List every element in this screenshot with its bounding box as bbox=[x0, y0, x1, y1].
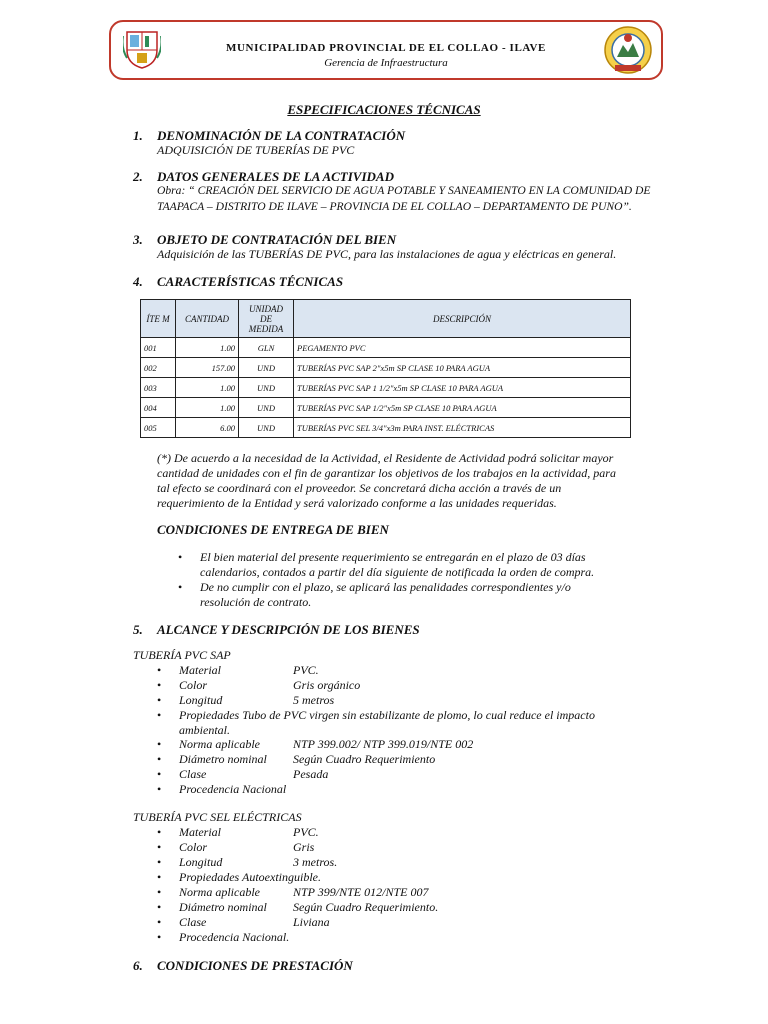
section-2-heading: 2. DATOS GENERALES DE LA ACTIVIDAD bbox=[133, 169, 394, 184]
spec-value: Liviana bbox=[293, 915, 330, 929]
section-2-line-2: TAAPACA – DISTRITO DE ILAVE – PROVINCIA DE EL COLLAO – DEPARTAMENTO DE PUNO”. bbox=[157, 200, 632, 213]
specifications-table bbox=[140, 299, 631, 438]
municipal-seal-icon bbox=[603, 25, 653, 75]
spec-item: • Diámetro nominal bbox=[157, 752, 267, 766]
spec-value: Pesada bbox=[293, 767, 329, 781]
bullet-icon: • bbox=[157, 693, 162, 707]
cell-item: 002 bbox=[141, 358, 176, 378]
bullet-icon: • bbox=[157, 915, 162, 929]
section-1-text: ADQUISICIÓN DE TUBERÍAS DE PVC bbox=[157, 143, 355, 157]
bullet-icon: • bbox=[157, 678, 162, 692]
cell-descripcion: TUBERÍAS PVC SAP 1 1/2"x5m SP CLASE 10 PARA AGUA bbox=[294, 378, 631, 398]
cell-cantidad: 1.00 bbox=[176, 378, 239, 398]
pvc-sap-title: TUBERÍA PVC SAP bbox=[133, 648, 231, 662]
bullet-icon: • bbox=[157, 782, 162, 796]
spec-item: • Color bbox=[157, 678, 208, 692]
cell-item: 001 bbox=[141, 338, 176, 358]
bullet-icon: • bbox=[178, 550, 183, 564]
cell-cantidad: 1.00 bbox=[176, 398, 239, 418]
delivery-conditions-heading: CONDICIONES DE ENTREGA DE BIEN bbox=[157, 522, 389, 537]
note-line: requerimiento de la Entidad y será valorizado conforme a las unidades requeridas. bbox=[157, 496, 557, 510]
cell-unidad: UND bbox=[239, 418, 294, 438]
bullet-icon: • bbox=[178, 580, 183, 594]
table-row bbox=[141, 338, 631, 358]
delivery-bullet: • De no cumplir con el plazo, se aplicará las penalidades correspondientes y/o resolución de contrato. bbox=[178, 580, 571, 609]
header-cantidad: CANTIDAD bbox=[176, 300, 239, 338]
table-row bbox=[141, 418, 631, 438]
cell-item: 003 bbox=[141, 378, 176, 398]
spec-item: • Norma aplicable bbox=[157, 885, 260, 899]
spec-value: 3 metros. bbox=[293, 855, 338, 869]
document-header bbox=[109, 20, 663, 80]
bullet-icon: • bbox=[157, 663, 162, 677]
spec-item: • Propiedades Autoextinguible. bbox=[157, 870, 321, 884]
bullet-icon: • bbox=[157, 767, 162, 781]
spec-item: • Norma aplicable bbox=[157, 737, 260, 751]
spec-value: Según Cuadro Requerimiento bbox=[293, 752, 436, 766]
spec-item: • Propiedades Tubo de PVC virgen sin estabilizante de plomo, lo cual reduce el impacto ambiental. bbox=[157, 708, 595, 737]
bullet-icon: • bbox=[157, 870, 162, 884]
cell-cantidad: 6.00 bbox=[176, 418, 239, 438]
bullet-icon: • bbox=[157, 840, 162, 854]
spec-value: Según Cuadro Requerimiento. bbox=[293, 900, 439, 914]
cell-descripcion: PEGAMENTO PVC bbox=[294, 338, 631, 358]
section-4-heading: 4. CARACTERÍSTICAS TÉCNICAS bbox=[133, 274, 344, 289]
spec-value: Gris orgánico bbox=[293, 678, 361, 692]
bullet-icon: • bbox=[157, 900, 162, 914]
header-unidad: UNIDAD DE MEDIDA bbox=[239, 300, 294, 338]
spec-item: • Longitud bbox=[157, 693, 223, 707]
spec-item: • Diámetro nominal bbox=[157, 900, 267, 914]
spec-value: PVC. bbox=[293, 663, 319, 677]
cell-descripcion: TUBERÍAS PVC SEL 3/4"x3m PARA INST. ELÉCTRICAS bbox=[294, 418, 631, 438]
cell-cantidad: 1.00 bbox=[176, 338, 239, 358]
section-3-heading: 3. OBJETO DE CONTRATACIÓN DEL BIEN bbox=[133, 232, 397, 247]
bullet-icon: • bbox=[157, 855, 162, 869]
spec-item: • Clase bbox=[157, 915, 207, 929]
spec-item: • Color bbox=[157, 840, 208, 854]
cell-item: 004 bbox=[141, 398, 176, 418]
cell-descripcion: TUBERÍAS PVC SAP 1/2"x5m SP CLASE 10 PARA AGUA bbox=[294, 398, 631, 418]
spec-value: NTP 399/NTE 012/NTE 007 bbox=[293, 885, 429, 899]
bullet-icon: • bbox=[157, 708, 162, 722]
document-title: ESPECIFICACIONES TÉCNICAS bbox=[287, 102, 481, 117]
section-5-heading: 5. ALCANCE Y DESCRIPCIÓN DE LOS BIENES bbox=[133, 622, 420, 637]
bullet-icon: • bbox=[157, 885, 162, 899]
cell-unidad: GLN bbox=[239, 338, 294, 358]
cell-unidad: UND bbox=[239, 398, 294, 418]
cell-descripcion: TUBERÍAS PVC SAP 2"x5m SP CLASE 10 PARA AGUA bbox=[294, 358, 631, 378]
section-6-heading: 6. CONDICIONES DE PRESTACIÓN bbox=[133, 958, 353, 973]
cell-item: 005 bbox=[141, 418, 176, 438]
delivery-bullet: • El bien material del presente requerimiento se entregarán en el plazo de 03 días calendarios, contados a partir del día siguiente de notificada la orden de compra. bbox=[178, 550, 595, 579]
table-header-row bbox=[141, 300, 631, 338]
spec-item: • Longitud bbox=[157, 855, 223, 869]
bullet-icon: • bbox=[157, 930, 162, 944]
section-2-line-1: Obra: “ CREACIÓN DEL SERVICIO DE AGUA POTABLE Y SANEAMIENTO EN LA COMUNIDAD DE bbox=[157, 184, 651, 197]
spec-item: • Clase bbox=[157, 767, 207, 781]
spec-value: 5 metros bbox=[293, 693, 335, 707]
header-descripcion: DESCRIPCIÓN bbox=[294, 300, 631, 338]
bullet-icon: • bbox=[157, 825, 162, 839]
spec-value: NTP 399.002/ NTP 399.019/NTE 002 bbox=[293, 737, 474, 751]
quantity-note bbox=[157, 451, 657, 511]
note-line: tal efecto se coordinará con el proveedor. Se concretará dicha acción a través de un bbox=[157, 481, 562, 495]
pvc-sel-title: TUBERÍA PVC SEL ELÉCTRICAS bbox=[133, 810, 302, 824]
spec-item: • Material bbox=[157, 663, 221, 677]
spec-item: • Material bbox=[157, 825, 221, 839]
section-3-text: Adquisición de las TUBERÍAS DE PVC, para las instalaciones de agua y eléctricas en general. bbox=[157, 247, 617, 261]
bullet-icon: • bbox=[157, 752, 162, 766]
header-item: ÍTE M bbox=[141, 300, 176, 338]
cell-unidad: UND bbox=[239, 358, 294, 378]
spec-value: PVC. bbox=[293, 825, 319, 839]
section-1-heading: 1. DENOMINACIÓN DE LA CONTRATACIÓN bbox=[133, 128, 406, 143]
spec-item: • Procedencia Nacional. bbox=[157, 930, 290, 944]
table-row bbox=[141, 398, 631, 418]
note-line: (*) De acuerdo a la necesidad de la Actividad, el Residente de Actividad podrá solicitar mayor bbox=[157, 451, 614, 465]
department-name: Gerencia de Infraestructura bbox=[324, 57, 448, 69]
note-line: cantidad de unidades con el fin de garantizar los objetivos de los trabajos en la actividad, para bbox=[157, 466, 616, 480]
cell-unidad: UND bbox=[239, 378, 294, 398]
table-row bbox=[141, 378, 631, 398]
bullet-icon: • bbox=[157, 737, 162, 751]
cell-cantidad: 157.00 bbox=[176, 358, 239, 378]
institution-name: MUNICIPALIDAD PROVINCIAL DE EL COLLAO - ILAVE bbox=[226, 42, 546, 54]
spec-value: Gris bbox=[293, 840, 315, 854]
spec-item: • Procedencia Nacional bbox=[157, 782, 287, 796]
table-row bbox=[141, 358, 631, 378]
